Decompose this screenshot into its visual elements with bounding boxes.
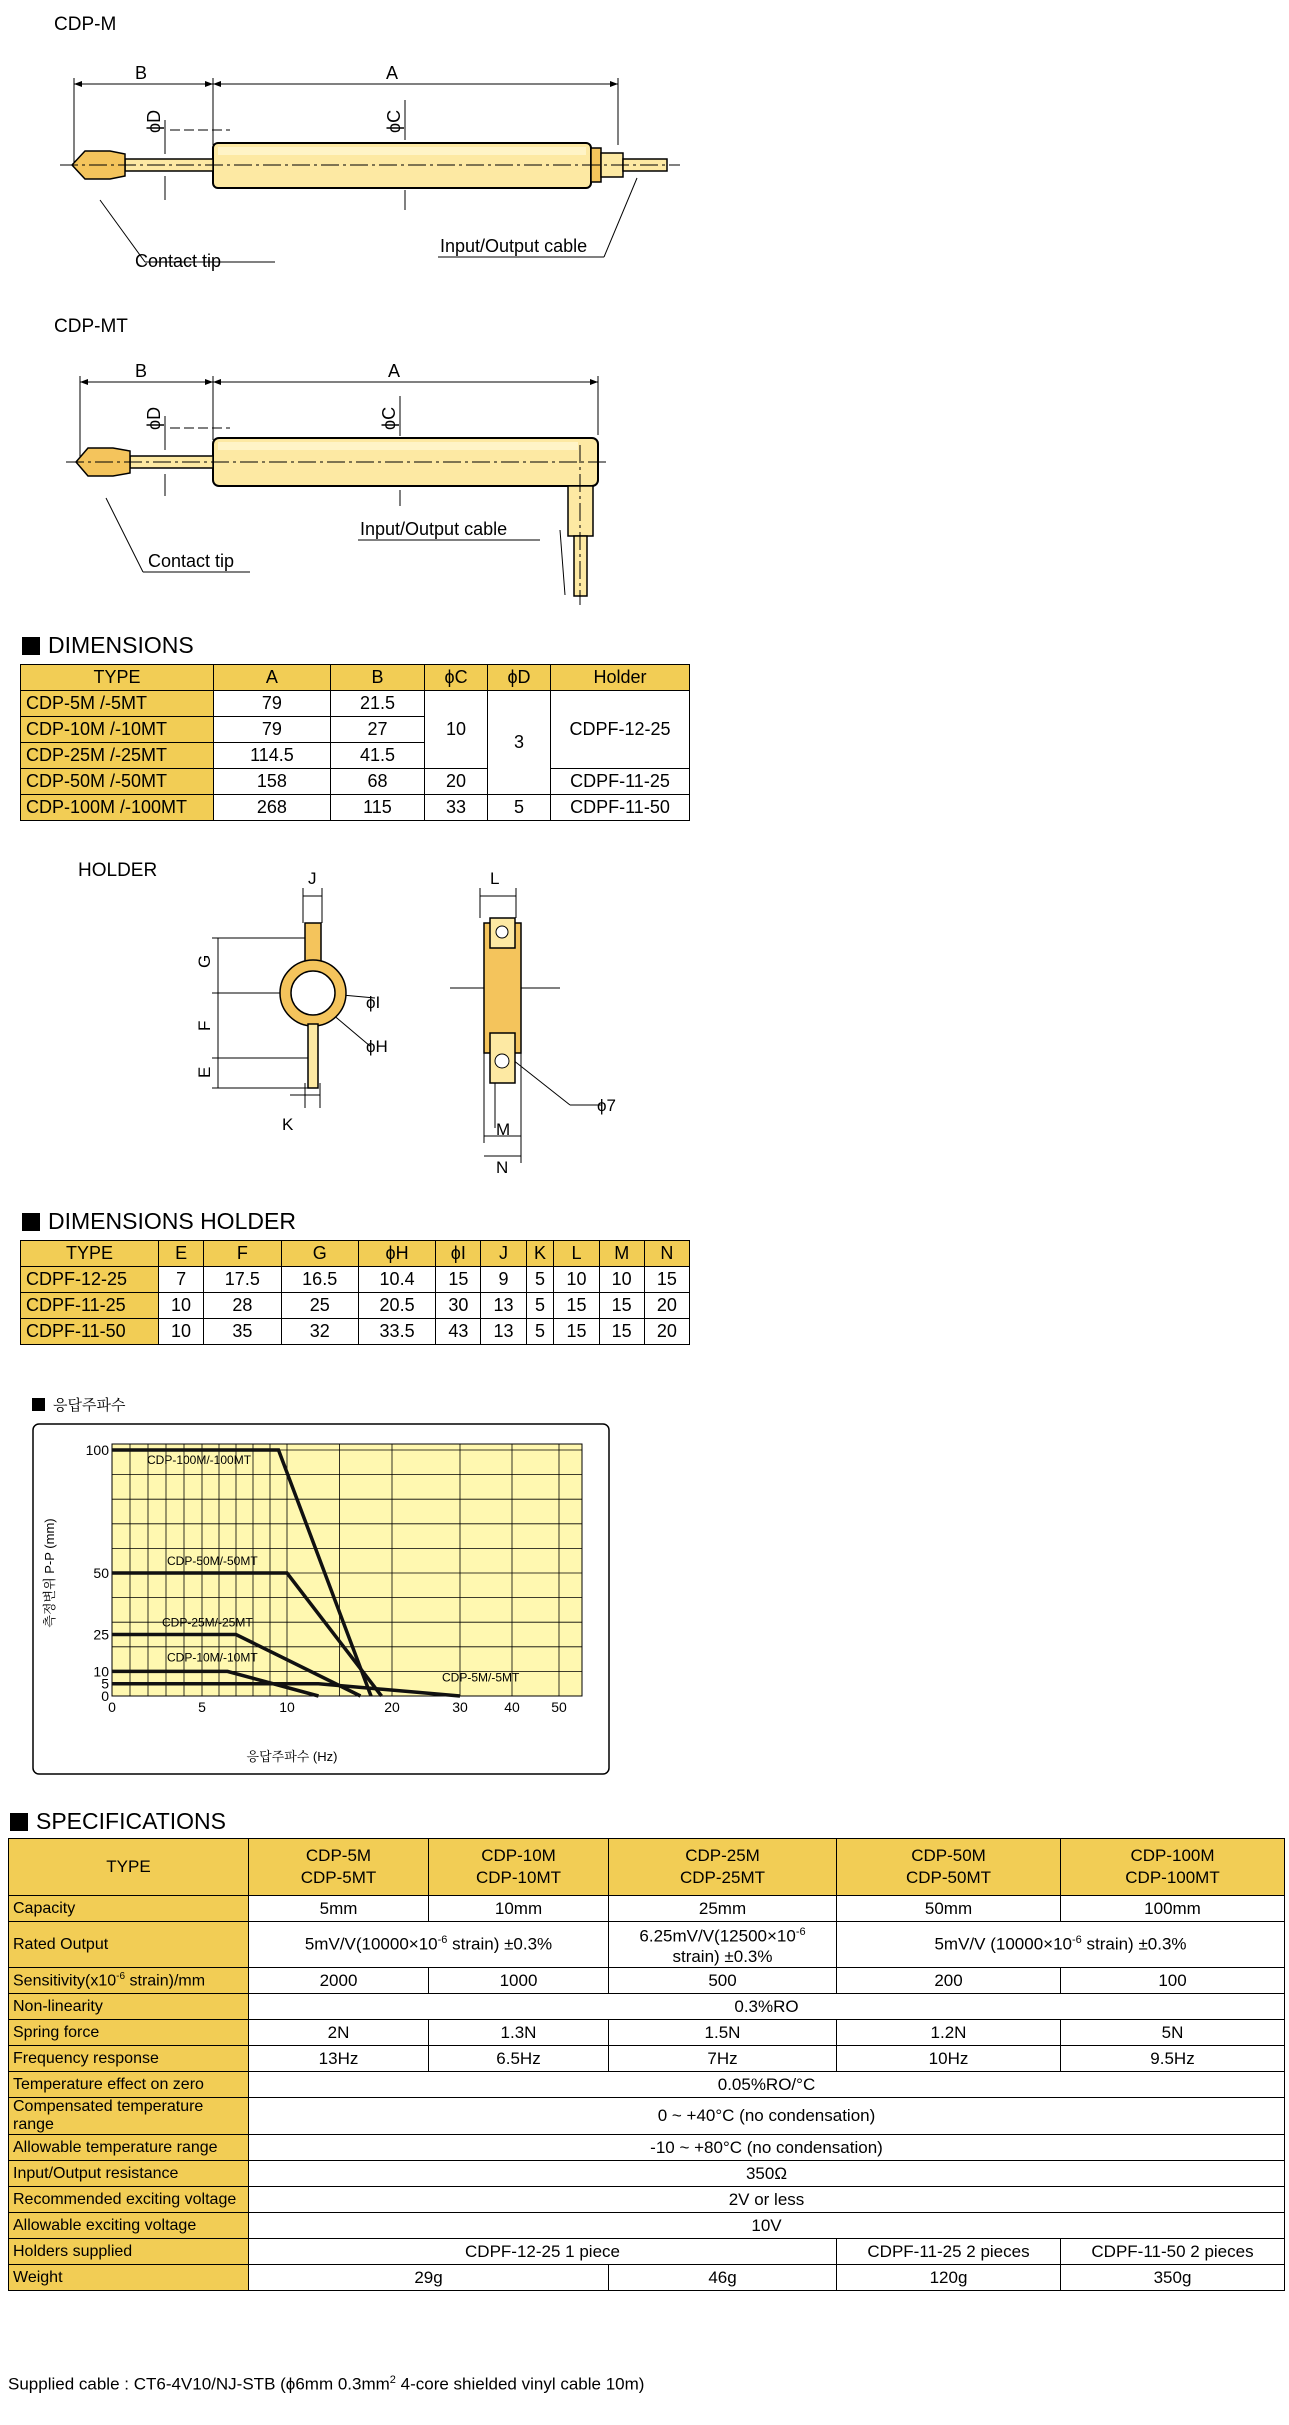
series-label: CDP-50M/-50MT xyxy=(167,1554,258,1568)
cdp-m-title: CDP-M xyxy=(54,14,117,35)
col-c: ϕC xyxy=(425,665,488,691)
series-label: CDP-10M/-10MT xyxy=(167,1650,258,1665)
cdp-mt-drawing xyxy=(0,350,700,610)
cdp-m-dim-d: ϕD xyxy=(144,109,164,133)
y-tick-label: 5 xyxy=(101,1675,109,1692)
specs-heading: SPECIFICATIONS xyxy=(10,1808,226,1835)
table-row: CDPF-11-50 10 35 32 33.5 43 13 5 15 15 20 xyxy=(21,1319,690,1345)
holder-label-k: K xyxy=(282,1115,294,1134)
holder-label-i: ϕI xyxy=(366,993,381,1012)
table-row: Spring force 2N 1.3N 1.5N 1.2N 5N xyxy=(9,2020,1285,2046)
table-row: CDPF-12-25 7 17.5 16.5 10.4 15 9 5 10 10 15 xyxy=(21,1267,690,1293)
holder-label-j: J xyxy=(308,869,317,888)
y-tick-label: 100 xyxy=(85,1442,109,1458)
cdp-mt-dim-c: ϕC xyxy=(379,406,399,430)
cdp-mt-dim-d: ϕD xyxy=(144,406,164,430)
table-row: Compensated temperature range 0 ~ +40°C (no condensation) xyxy=(9,2098,1285,2135)
holder-title: HOLDER xyxy=(78,860,158,881)
holder-label-f: F xyxy=(195,1020,214,1031)
table-row: CDP-10M /-10MT 79 27 xyxy=(21,717,690,743)
square-bullet-icon xyxy=(10,1813,28,1831)
specs-table: TYPE CDP-5M CDP-5MT CDP-10M CDP-10MT CDP-25M CDP-25MT CDP-50M CDP-50MT CDP-100M CDP-100MT Capacity 5mm 10mm 25mm 50mm 100mm Rated Output $5mV/V(10000\times 10^{-6}$ strain) ±0.3% $6.25mV/V(12500\times 10^{-6}$ strain) ±0.3% 5mV/V ($10000\times 10^{-6}$ strain) ±0.3% $Sensitivity(x10^{-6}$ strain)/mm 2000 1000 500 200 100 Non-linearity 0.3%RO Spring force 2N 1.3N 1.5N 1.2N 5N Frequency response 13Hz 6.5Hz 7Hz 10Hz 9.5Hz Temperature effect on zero 0.05%RO/°C Compensated temperature range 0 ~ +40°C (no condensation) Allowable temperature range -10 ~ +80°C (no condensation) Input/Output resistance 350Ω Recommended exciting voltage 2V or less Allowable exciting voltage 10V Holders supplied CDPF-12-25 1 piece CDPF-11-25 2 pieces CDPF-11-50 2 pieces Weight 29g 46g 120g 350g xyxy=(8,1838,1285,2291)
dimensions-heading: DIMENSIONS xyxy=(22,632,194,659)
cdp-m-dim-a: A xyxy=(386,63,399,83)
table-row: CDP-100M /-100MT 268 115 33 5 CDPF-11-50 xyxy=(21,795,690,821)
holder-label-m: M xyxy=(496,1120,511,1139)
holder-label-h: ϕH xyxy=(366,1037,388,1056)
y-tick-label: 25 xyxy=(93,1626,109,1643)
table-row: Allowable temperature range -10 ~ +80°C (no condensation) xyxy=(9,2135,1285,2161)
table-row: Holders supplied CDPF-12-25 1 piece CDPF-11-25 2 pieces CDPF-11-50 2 pieces xyxy=(9,2239,1285,2265)
x-tick-label: 0 xyxy=(108,1699,116,1715)
x-tick-label: 40 xyxy=(504,1699,520,1715)
cdp-mt-tip-label: Contact tip xyxy=(148,551,235,571)
x-tick-label: 5 xyxy=(198,1699,206,1715)
chart-xlabel: 응답주파수 (Hz) xyxy=(246,1749,338,1764)
x-tick-label: 20 xyxy=(384,1699,400,1715)
series-label: CDP-25M/-25MT xyxy=(162,1615,253,1630)
holder-label-n: N xyxy=(496,1158,509,1177)
cdp-m-cable-label: Input/Output cable xyxy=(440,236,588,256)
cdp-mt-cable-label: Input/Output cable xyxy=(360,519,508,539)
holder-label-g: G xyxy=(195,954,214,968)
cdp-m-dim-c: ϕC xyxy=(384,109,404,133)
table-row: Allowable exciting voltage 10V xyxy=(9,2213,1285,2239)
holder-label-l: L xyxy=(490,869,500,888)
footer-note: Supplied cable : CT6-4V10/NJ-STB (ϕ6mm $0.3mm^2$ 4-core shielded vinyl cable 10m) xyxy=(8,2374,645,2394)
table-row: CDP-5M /-5MT 79 21.5 10 3 CDPF-12-25 xyxy=(21,691,690,717)
holder-dims-heading: DIMENSIONS HOLDER xyxy=(22,1208,296,1235)
col-a: A xyxy=(214,665,331,691)
chart-ylabel: 측정변위 P-P (mm) xyxy=(42,1518,57,1628)
square-bullet-icon xyxy=(22,637,40,655)
dimensions-table xyxy=(20,664,690,821)
y-tick-label: 50 xyxy=(93,1565,109,1581)
series-label: CDP-100M/-100MT xyxy=(147,1453,252,1467)
table-row: Temperature effect on zero 0.05%RO/°C xyxy=(9,2072,1285,2098)
y-tick-label: 10 xyxy=(93,1663,109,1680)
x-tick-label: 10 xyxy=(279,1699,295,1715)
holder-dims-table: TYPE E F G ϕH ϕI J K L M N CDPF-12-25 7 17.5 16.5 10.4 15 9 5 10 10 15 CDPF-11-25 10 28 25 20.5 30 13 5 15 15 20 CDPF-11-50 10 35 32 33.5 43 13 5 15 15 20 xyxy=(20,1240,690,1345)
table-row: Rated Output $5mV/V(10000\times 10^{-6}$ strain) ±0.3% $6.25mV/V(12500\times 10^{-6}$ strain) ±0.3% 5mV/V ($10000\times 10^{-6}$ strain) ±0.3% xyxy=(9,1922,1285,1968)
table-row: CDP-25M /-25MT 114.5 41.5 xyxy=(21,743,690,769)
holder-label-e: E xyxy=(195,1066,214,1078)
table-row: Capacity 5mm 10mm 25mm 50mm 100mm xyxy=(9,1896,1285,1922)
table-row: Non-linearity 0.3%RO xyxy=(9,1994,1285,2020)
frequency-chart xyxy=(32,1423,612,1778)
col-type: TYPE xyxy=(21,665,214,691)
table-row: Input/Output resistance 350Ω xyxy=(9,2161,1285,2187)
cdp-mt-title: CDP-MT xyxy=(54,316,128,337)
series-label: CDP-5M/-5MT xyxy=(442,1670,520,1685)
table-row: Recommended exciting voltage 2V or less xyxy=(9,2187,1285,2213)
table-row: CDP-50M /-50MT 158 68 20 CDPF-11-25 xyxy=(21,769,690,795)
holder-drawing xyxy=(170,868,670,1188)
chart-heading: 응답주파수 xyxy=(32,1394,125,1415)
table-row: $Sensitivity(x10^{-6}$ strain)/mm 2000 1000 500 200 100 xyxy=(9,1968,1285,1994)
cdp-mt-dim-a: A xyxy=(388,361,401,381)
cdp-m-dim-b: B xyxy=(135,63,148,83)
y-tick-label: 0 xyxy=(101,1688,109,1704)
cdp-mt-dim-b: B xyxy=(135,361,148,381)
cdp-m-drawing xyxy=(0,50,700,280)
holder-label-phi7: ϕ7 xyxy=(597,1096,616,1115)
table-row: CDPF-11-25 10 28 25 20.5 30 13 5 15 15 20 xyxy=(21,1293,690,1319)
table-row: Weight 29g 46g 120g 350g xyxy=(9,2265,1285,2291)
square-bullet-icon xyxy=(32,1398,45,1411)
cdp-m-tip-label: Contact tip xyxy=(135,251,222,271)
square-bullet-icon xyxy=(22,1213,40,1231)
table-row: Frequency response 13Hz 6.5Hz 7Hz 10Hz 9.5Hz xyxy=(9,2046,1285,2072)
col-d: ϕD xyxy=(488,665,551,691)
x-tick-label: 30 xyxy=(452,1699,468,1715)
col-holder: Holder xyxy=(551,665,690,691)
col-b: B xyxy=(330,665,424,691)
x-tick-label: 50 xyxy=(551,1699,567,1715)
